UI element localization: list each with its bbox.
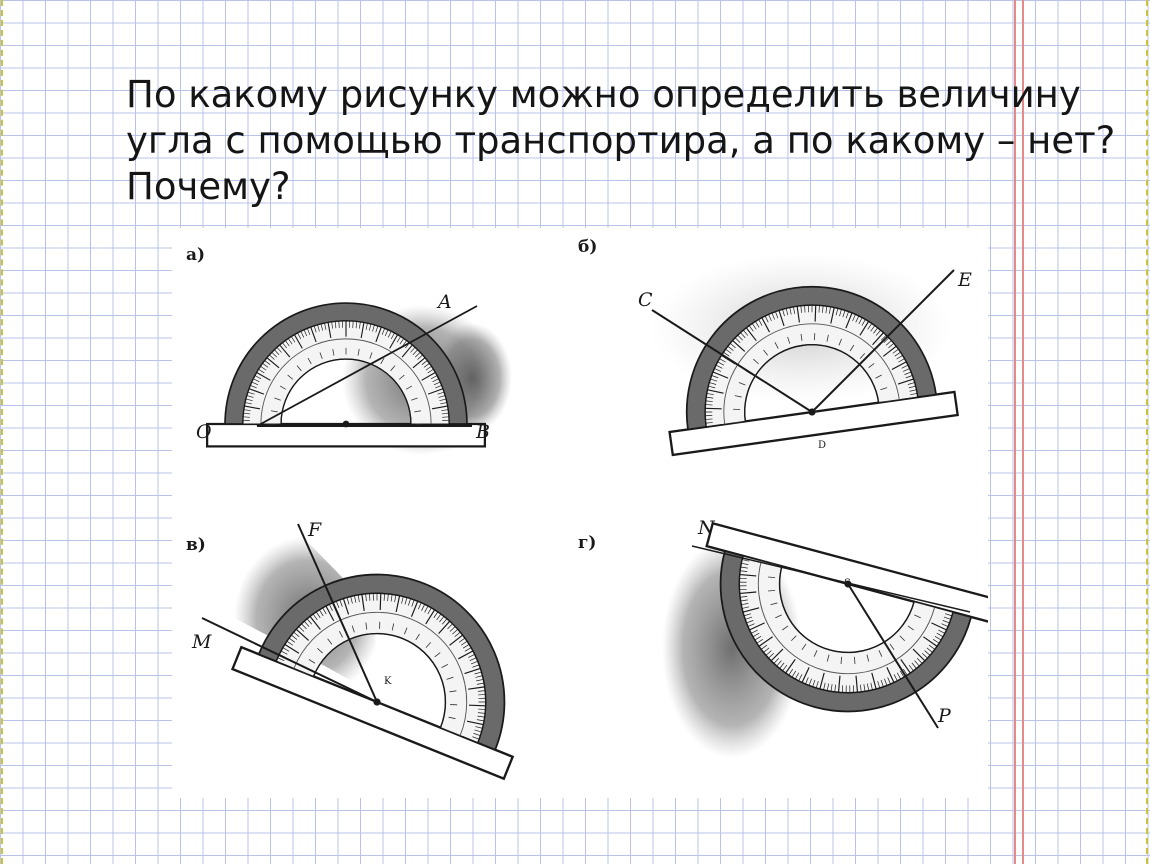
point-label-f: F [308, 519, 322, 541]
point-label-k: K [384, 676, 392, 687]
panel-c-label: в) [186, 535, 206, 555]
panel-b [578, 237, 972, 455]
panel-a [186, 245, 512, 455]
question-line-3: Почему? [126, 165, 291, 208]
point-label-n: N [698, 517, 715, 539]
question-line-1: По какому рисунку можно определить величину [126, 73, 1081, 116]
protractor-figure-svg [172, 228, 988, 798]
panel-b-label: б) [578, 237, 598, 257]
point-label-a: A [438, 291, 452, 313]
point-label-p: P [938, 705, 951, 727]
point-label-d: D [818, 440, 827, 451]
point-center-d [809, 409, 816, 416]
panel-c [186, 519, 560, 779]
point-label-s: S [844, 578, 851, 589]
panel-a-label: а) [186, 245, 206, 265]
point-label-c: C [638, 289, 653, 311]
question-line-2: угла с помощью транспортира, а по какому – нет? [126, 119, 1116, 162]
right-dashed-border [1146, 0, 1148, 864]
question-text [126, 72, 1116, 210]
point-label-o: O [196, 421, 212, 443]
left-dashed-border [1, 0, 3, 864]
point-label-b: B [476, 421, 490, 443]
protractor-figure [172, 228, 988, 798]
point-label-m: M [192, 631, 212, 653]
panel-d-label: г) [578, 533, 597, 553]
point-center-a [343, 421, 349, 427]
point-label-e: E [958, 269, 972, 291]
point-center-k [374, 699, 381, 706]
panel-d [578, 517, 988, 758]
